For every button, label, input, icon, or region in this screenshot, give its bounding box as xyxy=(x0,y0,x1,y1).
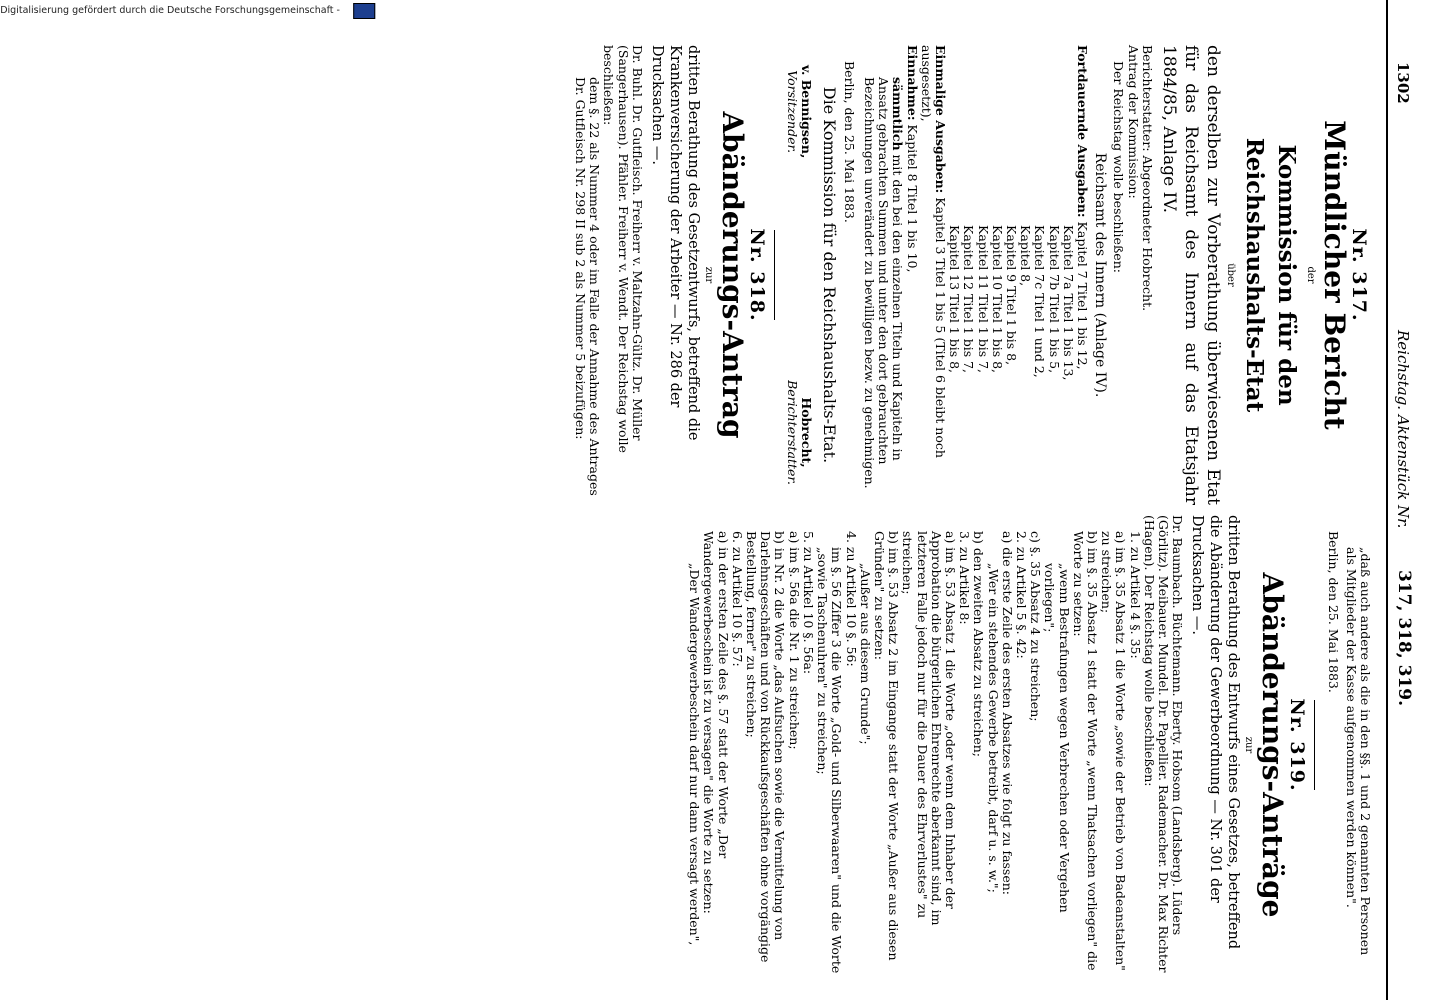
right-column xyxy=(687,505,1372,975)
amendment-item: b) im §. 35 Absatz 1 statt der Worte „wenn Thatsachen vorliegen" die Worte zu setzen: xyxy=(1070,531,1100,971)
label-einnahme: Einnahme: xyxy=(904,45,920,121)
einnahme-text: Kapitel 8 Titel 1 bis 10, xyxy=(904,124,920,273)
kapitel-line: Kapitel 9 Titel 1 bis 8, xyxy=(1003,225,1019,366)
amendment-item: 4. zu Artikel 10 §. 56: xyxy=(843,531,859,667)
resolution-intro: Der Reichstag wolle beschließen: xyxy=(1111,61,1127,273)
running-header xyxy=(1386,0,1414,1000)
signatures xyxy=(785,45,813,505)
page-number: 1302 xyxy=(1394,62,1412,104)
amendment-item: b) in Nr. 2 die Worte „das Aufsuchen sowie die Vermittelung von Darlehnsgeschäften und von Rückkaufsgeschäften ohne vorgängige Bestellung, ferner" zu streichen; xyxy=(744,531,788,963)
amendment-item: a) in der ersten Zeile des §. 57 statt der Worte „Der Wandergewerbeschein ist zu versagen" die Worte zu setzen: xyxy=(701,531,731,914)
amendment-item: a) im §. 53 Absatz 1 die Worte „oder wenn dem Inhaber der Approbation die bürgerlichen Ehrenrechte aberkannt sind, im letzteren Falle jedoch nur für die Dauer des Ehrverlustes" zu streichen; xyxy=(900,531,958,926)
word-saemmtlich: sämmtlich xyxy=(890,77,906,151)
amendment-item: b) im §. 53 Absatz 2 im Eingange statt der Worte „Außer aus diesen Gründen" zu setzen: xyxy=(871,531,902,961)
amendment-item: „Der Wandergewerbeschein darf nur dann versagt werden", xyxy=(687,563,703,946)
saemmtlich-text: mit den bei den einzelnen Titeln und Kapiteln in Ansatz gebrachten Summen und unter den dort gebrauchten Bezeichnungen unverändert zu bewilligen bezw. zu genehmigen. xyxy=(861,77,906,489)
commission-name: Die Kommission für den Reichshaushalts-Etat. xyxy=(819,86,839,464)
kapitel-line: Kapitel 7b Titel 1 bis 5, xyxy=(1046,225,1062,374)
amendment-item: „wenn Bestrafungen wegen Verbrechen oder Vergehen vorliegen"; xyxy=(1042,563,1072,913)
label-einmalige-ausgaben: Einmalige Ausgaben: xyxy=(932,45,948,194)
kapitel-line: Kapitel 11 Titel 1 bis 7, xyxy=(975,225,991,374)
amendment-item: 3. zu Artikel 8: xyxy=(957,531,973,625)
kapitel-line: Kapitel 10 Titel 1 bis 8, xyxy=(989,225,1005,374)
signature-reporter-name: Hobrecht, xyxy=(799,397,815,468)
doc-number-317: Nr. 317. xyxy=(1348,228,1370,322)
amendment-item: 6. zu Artikel 10 §. 57: xyxy=(729,531,745,667)
title-abaenderungs-antrag: Abänderungs-Antrag xyxy=(715,111,749,439)
motion-319-subject: dritten Berathung des Entwurfs eines Gesetzes, betreffend die Abänderung der Gewerbeordnung — Nr. 301 der Drucksachen —. xyxy=(1189,515,1242,950)
einmalige-text: Kapitel 3 Titel 1 bis 5 (Titel 6 bleibt noch ausgesetzt), xyxy=(918,45,948,458)
amendment-item: c) §. 35 Absatz 4 zu streichen; xyxy=(1028,531,1044,722)
kapitel-line: Kapitel 8, xyxy=(1018,225,1034,287)
reporter-line: Berichterstatter: Abgeordneter Hobrecht. xyxy=(1139,45,1155,312)
amendment-item: 1. zu Artikel 4 §. 35: xyxy=(1127,531,1143,659)
left-column xyxy=(573,45,1372,505)
title-muendlicher-bericht: Mündlicher Bericht xyxy=(1317,120,1351,430)
section-divider xyxy=(774,230,775,320)
fortdauernde-first-line: Kapitel 7 Titel 1 bis 12, xyxy=(1074,221,1090,370)
signature-chair-role: Vorsitzender. xyxy=(785,70,801,154)
date-line: Berlin, den 25. Mai 1883. xyxy=(1325,531,1341,693)
header-document-numbers: 317, 318, 319. xyxy=(1394,570,1414,707)
amendment-item: a) die erste Zeile des ersten Absatzes wie folgt zu fassen: xyxy=(999,531,1015,896)
word-zur: zur xyxy=(1243,736,1255,754)
kapitel-line: Kapitel 7c Titel 1 und 2, xyxy=(1032,225,1048,378)
motion-318-quote: „daß auch andere als die in den §§. 1 und 2 genannten Personen als Mitglieder der Kasse aufgenommen werden können". xyxy=(1343,547,1373,956)
section-reichsamt: Reichsamt des Innern (Anlage IV). xyxy=(1092,152,1109,398)
amendment-item: 5. zu Artikel 10 §. 56a: xyxy=(800,531,816,675)
title-abaenderungs-antraege: Abänderungs-Anträge xyxy=(1256,572,1290,918)
doc-number-319: Nr. 319. xyxy=(1286,698,1309,792)
report-subject: den derselben zur Vorberathung überwiesenen Etat für das Reichsamt des Innern auf das Etatsjahr 1884/85, Anlage IV. xyxy=(1158,45,1223,505)
kapitel-line: Kapitel 12 Titel 1 bis 7, xyxy=(961,225,977,374)
word-zur: zur xyxy=(702,266,714,284)
kapitel-line: Kapitel 7a Titel 1 bis 13, xyxy=(1060,225,1076,381)
motion-318-signatories: Dr. Buhl. Dr. Gutfleisch. Freiherr v. Maltzahn-Gültz. Dr. Müller (Sangerhausen). Pfähler. Freiherr v. Wendt. Der Reichstag wolle beschließen: xyxy=(601,45,645,453)
motion-label: Antrag der Kommission: xyxy=(1125,45,1141,199)
amendment-item: 2. zu Artikel 5 §. 42: xyxy=(1013,531,1029,659)
title-kommission: Kommission für den Reichshaushalts-Etat xyxy=(1240,137,1300,413)
word-der: der xyxy=(1304,266,1316,284)
amendment-items xyxy=(687,515,1142,975)
digitization-credit-text: Digitalisierung gefördert durch die Deutsche Forschungsgemeinschaft - xyxy=(0,3,381,19)
amendment-item: b) den zweiten Absatz zu streichen; xyxy=(971,531,987,758)
motion-319-signatories: Dr. Baumbach. Büchtemann. Eberty. Hobsom (Landsberg). Lüders (Görlitz). Meibauer. Mundel. Dr. Papellier. Rademacher. Dr. Max Richter (Hagen). Der Reichstag wolle beschließen: xyxy=(1141,515,1186,973)
kapitel-line: Kapitel 13 Titel 1 bis 8, xyxy=(947,225,963,374)
amendment-item: im §. 56 Ziffer 3 die Worte „Gold- und Silberwaaren" und die Worte „sowie Taschenuhren" zu streichen; xyxy=(815,547,845,974)
motion-318-subject: dritten Berathung des Gesetzentwurfs, betreffend die Krankenversicherung der Arbeiter — Nr. 286 der Drucksachen —. xyxy=(648,45,701,441)
amendment-item: a) im §. 35 Absatz 1 die Worte „sowie der Betrieb von Badeanstalten" zu streichen; xyxy=(1099,531,1129,971)
amendment-item: „Außer aus diesem Grunde"; xyxy=(857,563,873,745)
kapitel-list xyxy=(947,45,1075,505)
digitization-credit-strip xyxy=(0,0,1000,22)
amendment-item: a) im §. 56a die Nr. 1 zu streichen; xyxy=(786,531,802,750)
section-divider xyxy=(1314,700,1315,790)
word-ueber: über xyxy=(1224,263,1236,287)
date-line: Berlin, den 25. Mai 1883. xyxy=(841,61,857,223)
header-title: Reichstag. Aktenstück Nr. xyxy=(1394,330,1412,529)
amendment-item: „Wer ein stehendes Gewerbe betreibt, darf u. s. w."; xyxy=(985,563,1001,893)
label-fortdauernde-ausgaben: Fortdauernde Ausgaben: xyxy=(1074,45,1090,218)
signature-chair-name: v. Bennigsen, xyxy=(799,65,815,159)
doc-number-318: Nr. 318. xyxy=(745,228,768,322)
motion-318-body: dem §. 22 als Nummer 4 oder im Falle der Annahme des Antrages Dr. Gutfleisch Nr. 298 II sub 2 als Nummer 5 beizufügen: xyxy=(572,77,603,496)
dfg-logo xyxy=(353,3,375,19)
signature-reporter-role: Berichterstatter. xyxy=(785,380,801,485)
